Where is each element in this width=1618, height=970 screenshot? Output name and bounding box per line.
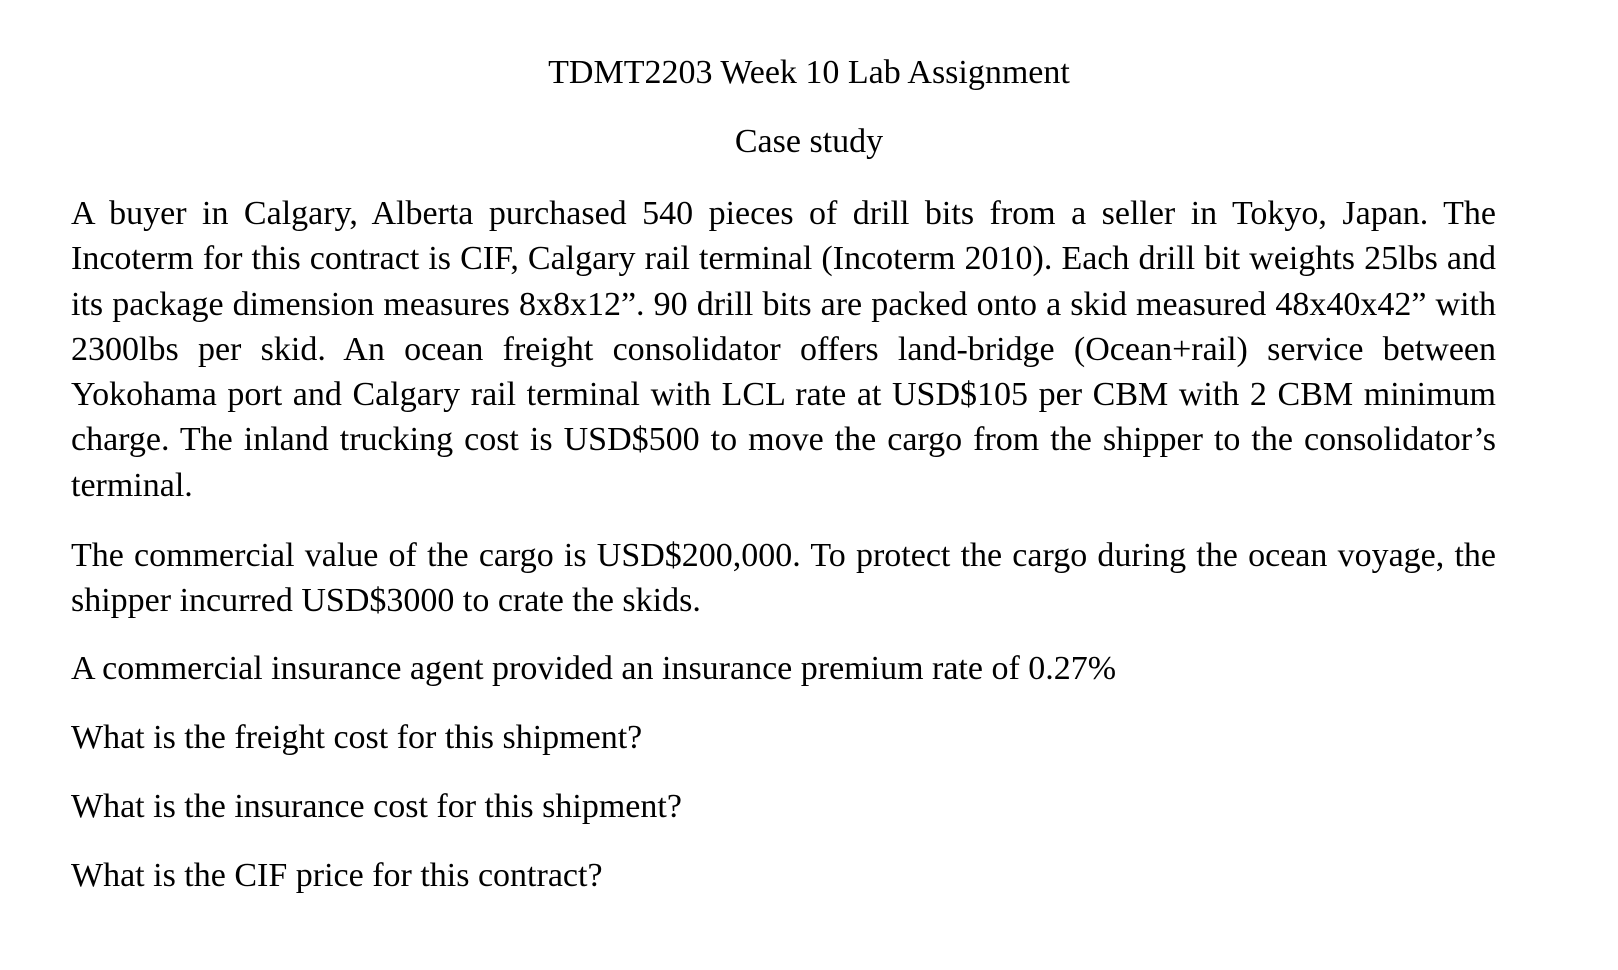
case-paragraph-scenario: A buyer in Calgary, Alberta purchased 540 pieces of drill bits from a seller in Tokyo, Japan. The Incoterm for this contract is CIF, Calgary rail terminal (Incoterm 2010). Each drill bit weights 25lbs and its package dimension measures 8x8x12”. 90 drill bits are packed onto a skid measured 48x40x42” with 2300lbs per skid. An ocean freight consolidator offers land-bridge (Ocean+rail) service between Yokohama port and Calgary rail terminal with LCL rate at USD$105 per CBM with 2 CBM minimum charge. The inland trucking cost is USD$500 to move the cargo from the shipper to the consolidator’s terminal. [71, 195, 1496, 504]
question-freight-cost: What is the freight cost for this shipment? [71, 719, 643, 756]
question-insurance-cost: What is the insurance cost for this shipment? [71, 788, 682, 825]
case-paragraph-insurance: A commercial insurance agent provided an insurance premium rate of 0.27% [71, 650, 1117, 687]
question-cif-price: What is the CIF price for this contract? [71, 857, 603, 894]
case-paragraph-cargo-value: The commercial value of the cargo is USD$200,000. To protect the cargo during the ocean voyage, the shipper incurred USD$3000 to crate the skids. [71, 537, 1496, 620]
document-title: TDMT2203 Week 10 Lab Assignment [548, 54, 1070, 91]
document-subtitle: Case study [734, 123, 884, 160]
